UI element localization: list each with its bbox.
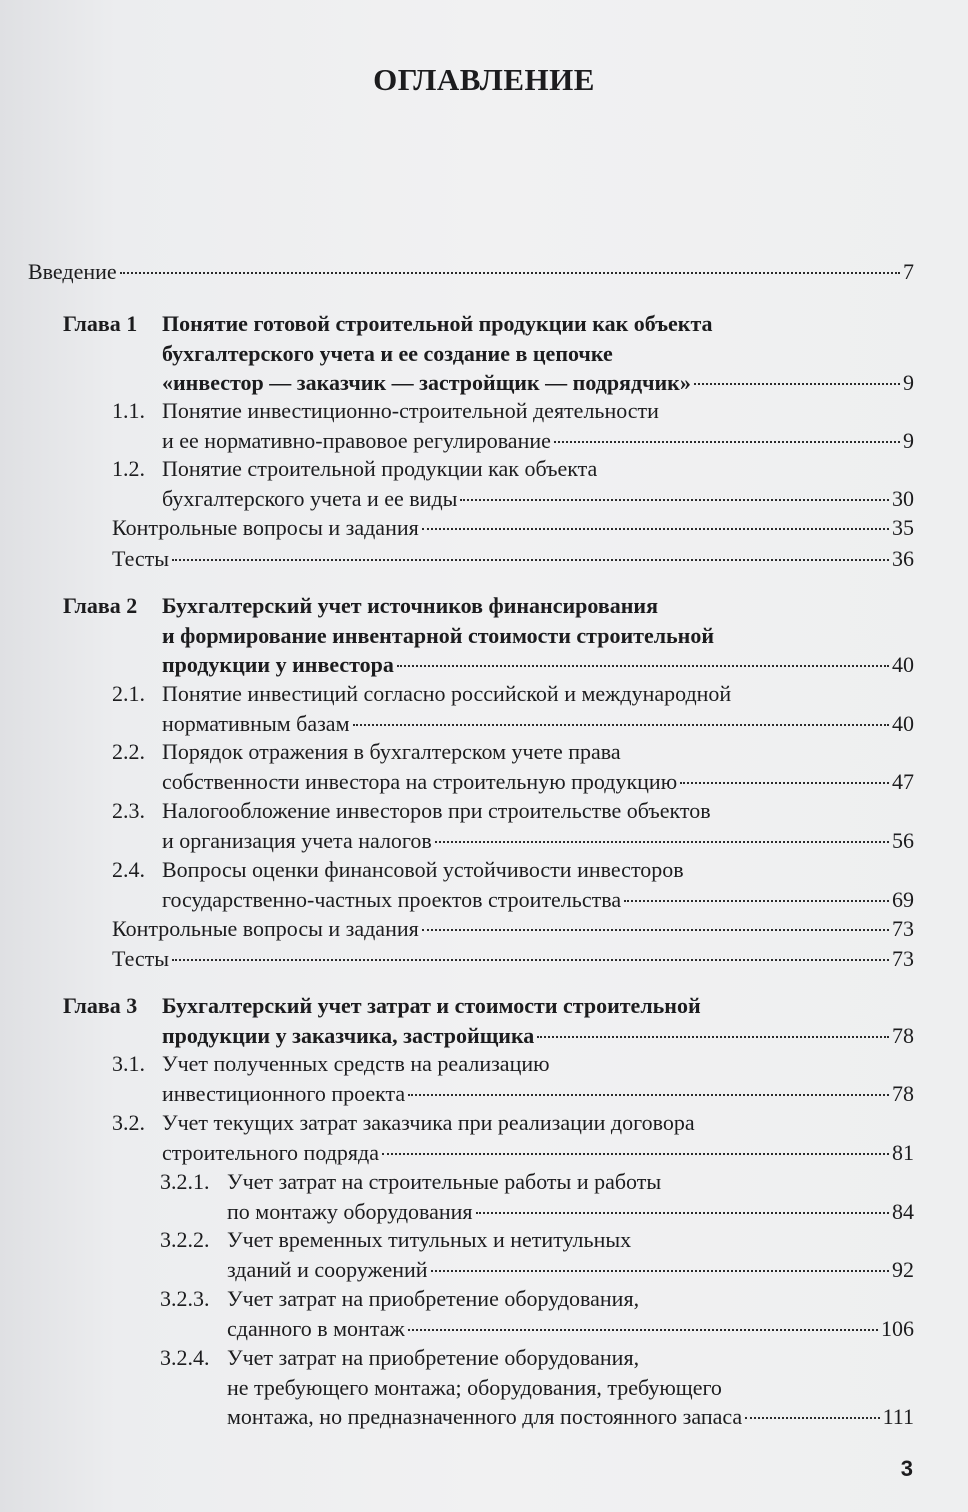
toc-page-number: 106 bbox=[881, 1315, 914, 1341]
toc-entry-text: бухгалтерского учета и ее создание в цепочке bbox=[162, 340, 613, 366]
toc-entry-line bbox=[162, 856, 684, 884]
dot-leader bbox=[408, 1094, 889, 1096]
toc-entry-line bbox=[162, 455, 597, 483]
toc-entry-line bbox=[227, 1198, 914, 1226]
toc-entry-line bbox=[112, 915, 914, 943]
toc-page-number: 35 bbox=[892, 515, 914, 540]
toc-entry-line bbox=[162, 1022, 914, 1050]
toc-entry-text: и формирование инвентарной стоимости строительной bbox=[162, 622, 715, 648]
toc-entry-text: «инвестор — заказчик — застройщик — подрядчик» bbox=[162, 370, 691, 395]
toc-entry-text: нормативным базам bbox=[162, 710, 350, 736]
toc-entry-line bbox=[162, 992, 701, 1020]
dot-leader bbox=[172, 559, 889, 561]
dot-leader bbox=[397, 665, 889, 667]
toc-page-number: 7 bbox=[903, 259, 914, 284]
toc-entry-text: Понятие строительной продукции как объекта bbox=[162, 456, 598, 481]
toc-page-number: 78 bbox=[892, 1022, 914, 1048]
toc-entry-text: монтажа, но предназначенного для постоянного запаса bbox=[227, 1404, 743, 1429]
toc-entry-line bbox=[227, 1344, 639, 1372]
toc-entry-line bbox=[162, 369, 914, 397]
toc-entry-text: Бухгалтерский учет источников финансирования bbox=[162, 593, 658, 618]
toc-entry-text: Тесты bbox=[112, 546, 170, 571]
toc-entry-line bbox=[162, 651, 914, 679]
toc-entry-line bbox=[162, 1050, 550, 1078]
toc-entry-line bbox=[112, 514, 914, 542]
toc-entry-text: Контрольные вопросы и задания bbox=[112, 515, 419, 540]
toc-entry-line bbox=[162, 768, 914, 796]
toc-entry-label: 3.2.2. bbox=[160, 1227, 210, 1252]
toc-entry-text: собственности инвестора на строительную продукцию bbox=[162, 768, 678, 794]
toc-entry-text: не требующего монтажа; оборудования, требующего bbox=[227, 1374, 722, 1400]
toc-entry-label: Глава 3 bbox=[63, 993, 138, 1018]
toc-entry-line bbox=[112, 945, 914, 973]
dot-leader bbox=[435, 841, 889, 843]
toc-entry-line bbox=[162, 622, 714, 650]
toc-entry-text: Учет затрат на приобретение оборудования, bbox=[227, 1345, 640, 1370]
toc-entry-label: 3.2. bbox=[112, 1110, 145, 1135]
toc-page-number: 40 bbox=[892, 652, 914, 677]
toc-entry-text: Бухгалтерский учет затрат и стоимости строительной bbox=[162, 993, 701, 1018]
toc-entry-text: Вопросы оценки финансовой устойчивости инвесторов bbox=[162, 857, 684, 882]
toc-entry-text: Учет полученных средств на реализацию bbox=[162, 1051, 550, 1076]
toc-page-number: 36 bbox=[892, 546, 914, 571]
toc-entry-text: сданного в монтаж bbox=[227, 1315, 405, 1341]
toc-entry-line bbox=[227, 1374, 722, 1402]
toc-entry-text: зданий и сооружений bbox=[227, 1256, 428, 1282]
toc-entry-label: 3.2.3. bbox=[160, 1286, 210, 1311]
toc-entry-line bbox=[162, 427, 914, 455]
toc-entry-text: Налогообложение инвесторов при строительстве объектов bbox=[162, 798, 711, 823]
toc-page-number: 30 bbox=[892, 485, 914, 511]
toc-entry-line bbox=[162, 1080, 914, 1108]
toc-page-number: 56 bbox=[892, 827, 914, 853]
dot-leader bbox=[382, 1153, 889, 1155]
toc-entry-line bbox=[227, 1256, 914, 1284]
toc-entry-line bbox=[162, 485, 914, 513]
toc-entry-line bbox=[162, 738, 621, 766]
toc-entry-text: Контрольные вопросы и задания bbox=[112, 916, 419, 941]
dot-leader bbox=[172, 959, 889, 961]
toc-entry-line bbox=[162, 340, 613, 368]
toc-page-number: 9 bbox=[903, 370, 914, 395]
toc-entry-text: Понятие инвестиционно-строительной деятельности bbox=[162, 398, 659, 423]
toc-entry-line bbox=[162, 886, 914, 914]
toc-entry-text: Порядок отражения в бухгалтерском учете права bbox=[162, 739, 621, 764]
toc-entry-label: Глава 1 bbox=[63, 311, 138, 336]
dot-leader bbox=[120, 272, 900, 274]
toc-entry-text: по монтажу оборудования bbox=[227, 1198, 473, 1224]
toc-entry-text: Понятие готовой строительной продукции как объекта bbox=[162, 311, 713, 336]
dot-leader bbox=[460, 499, 889, 501]
toc-entry-text: государственно-частных проектов строительства bbox=[162, 886, 622, 912]
toc-entry-text: и организация учета налогов bbox=[162, 827, 432, 853]
dot-leader bbox=[694, 383, 900, 385]
toc-entry-label: 2.2. bbox=[112, 739, 145, 764]
dot-leader bbox=[353, 724, 890, 726]
toc-page-number: 111 bbox=[882, 1404, 914, 1429]
dot-leader bbox=[422, 528, 889, 530]
dot-leader bbox=[408, 1329, 878, 1331]
dot-leader bbox=[554, 441, 900, 443]
toc-page-number: 81 bbox=[892, 1139, 914, 1165]
toc-page-number: 40 bbox=[892, 710, 914, 736]
page-number: 3 bbox=[900, 1456, 913, 1481]
toc-page-number: 9 bbox=[903, 427, 914, 453]
toc-entry-label: 1.1. bbox=[112, 398, 145, 423]
toc-entry-text: Тесты bbox=[112, 946, 170, 971]
toc-entry-text: Учет текущих затрат заказчика при реализации договора bbox=[162, 1110, 695, 1135]
toc-entry-text: Учет временных титульных и нетитульных bbox=[227, 1227, 632, 1252]
toc-entry-label: 2.1. bbox=[112, 681, 145, 706]
toc-entry-label: Глава 2 bbox=[63, 593, 138, 618]
toc-entry-label: 2.4. bbox=[112, 857, 145, 882]
toc-entry-label: 2.3. bbox=[112, 798, 145, 823]
toc-entry-label: 1.2. bbox=[112, 456, 145, 481]
dot-leader bbox=[680, 782, 889, 784]
dot-leader bbox=[745, 1417, 879, 1419]
toc-entry-text: продукции у инвестора bbox=[162, 652, 394, 677]
toc-entry-line bbox=[162, 310, 713, 338]
toc-entry-text: Учет затрат на строительные работы и работы bbox=[227, 1169, 662, 1194]
toc-entry-line bbox=[162, 797, 711, 825]
toc-page-number: 47 bbox=[892, 768, 914, 794]
toc-entry-line bbox=[28, 258, 914, 286]
toc-entry-line bbox=[162, 710, 914, 738]
toc-entry-line bbox=[227, 1285, 639, 1313]
toc-entry-line bbox=[112, 545, 914, 573]
toc-entry-text: продукции у заказчика, застройщика bbox=[162, 1022, 535, 1048]
toc-entry-text: Понятие инвестиций согласно российской и международной bbox=[162, 681, 732, 706]
toc-page-number: 69 bbox=[892, 886, 914, 912]
toc-page-number: 84 bbox=[892, 1198, 914, 1224]
toc-entry-label: 3.2.1. bbox=[160, 1169, 210, 1194]
toc-page-number: 73 bbox=[892, 916, 914, 941]
toc-entry-line bbox=[162, 1109, 695, 1137]
dot-leader bbox=[476, 1212, 889, 1214]
toc-entry-text: Учет затрат на приобретение оборудования, bbox=[227, 1286, 640, 1311]
toc-entry-text: инвестиционного проекта bbox=[162, 1080, 406, 1106]
toc-entry-text: Введение bbox=[28, 259, 117, 284]
toc-page-number: 78 bbox=[892, 1080, 914, 1106]
toc-entry-line bbox=[227, 1226, 631, 1254]
toc-entry-text: строительного подряда bbox=[162, 1139, 379, 1165]
toc-entry-text: бухгалтерского учета и ее виды bbox=[162, 485, 458, 511]
dot-leader bbox=[537, 1036, 889, 1038]
page-title: ОГЛАВЛЕНИЕ bbox=[373, 62, 595, 97]
toc-entry-line bbox=[162, 827, 914, 855]
toc-page-number: 73 bbox=[892, 946, 914, 971]
toc-entry-line bbox=[162, 1139, 914, 1167]
toc-entry-line bbox=[227, 1403, 914, 1431]
toc-entry-line bbox=[227, 1168, 661, 1196]
toc-page-number: 92 bbox=[892, 1256, 914, 1282]
toc-entry-label: 3.2.4. bbox=[160, 1345, 210, 1370]
dot-leader bbox=[422, 929, 889, 931]
toc-entry-label: 3.1. bbox=[112, 1051, 145, 1076]
toc-entry-line bbox=[162, 680, 731, 708]
dot-leader bbox=[431, 1270, 889, 1272]
toc-entry-line bbox=[227, 1315, 914, 1343]
toc-entry-text: и ее нормативно-правовое регулирование bbox=[162, 427, 551, 453]
toc-entry-line bbox=[162, 592, 658, 620]
toc-entry-line bbox=[162, 397, 659, 425]
dot-leader bbox=[624, 900, 889, 902]
